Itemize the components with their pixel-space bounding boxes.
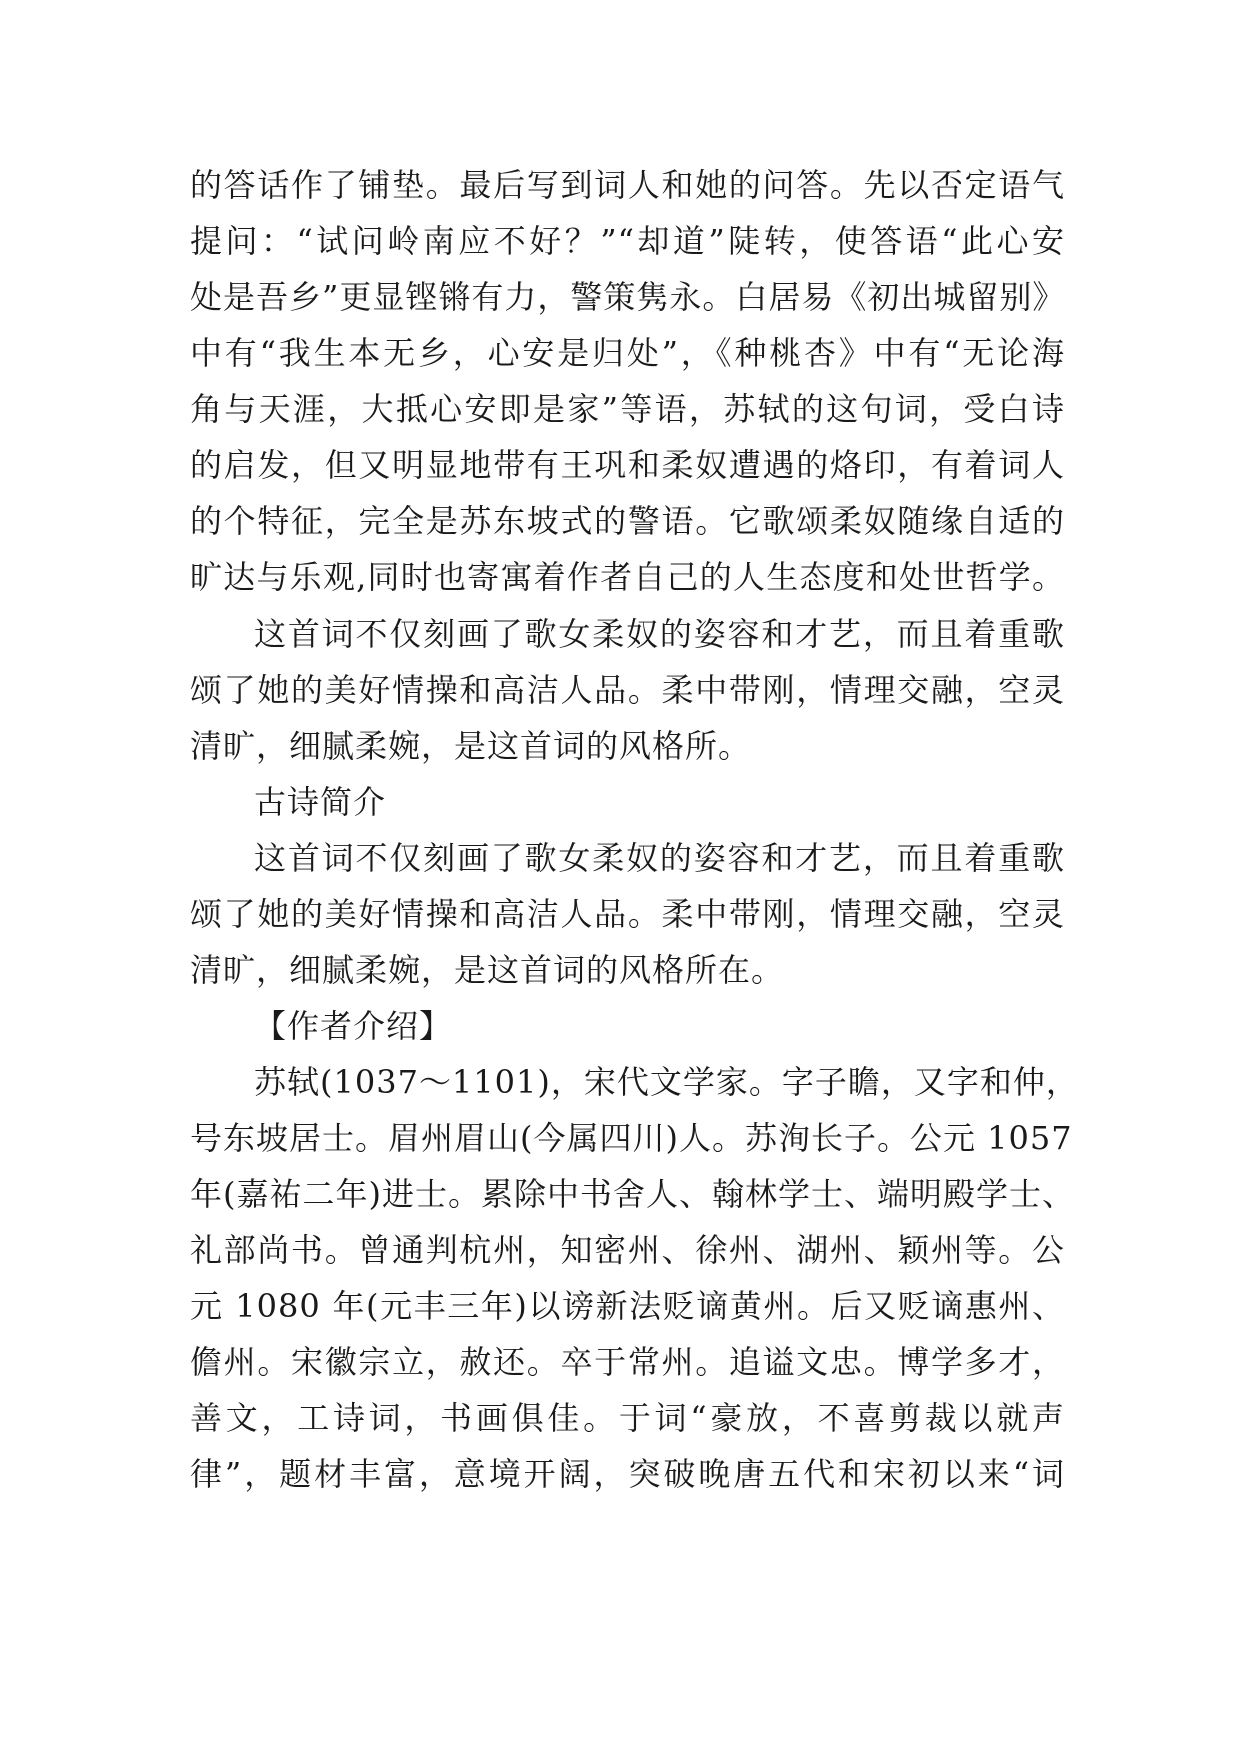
text-line: 的个特征，完全是苏东坡式的警语。它歌颂柔奴随缘自适的	[190, 502, 1065, 540]
text-line: 处是吾乡”更显铿锵有力，警策隽永。白居易《初出城留别》	[190, 278, 1066, 316]
text-line: 年(嘉祐二年)进士。累除中书舍人、翰林学士、端明殿学士、	[190, 1175, 1075, 1213]
text-line: 角与天涯，大抵心安即是家”等语，苏轼的这句词，受白诗	[190, 390, 1065, 428]
text-line: 礼部尚书。曾通判杭州，知密州、徐州、湖州、颖州等。公	[190, 1231, 1065, 1269]
paragraph-first-line: 这首词不仅刻画了歌女柔奴的姿容和才艺，而且着重歌	[254, 615, 1065, 653]
paragraph-first-line: 苏轼(1037～1101)，宋代文学家。字子瞻，又字和仲，	[254, 1063, 1079, 1101]
text-line: 提问：“试问岭南应不好？”“却道”陡转，使答语“此心安	[190, 222, 1065, 260]
section-heading: 古诗简介	[254, 783, 387, 821]
text-line: 的启发，但又明显地带有王巩和柔奴遭遇的烙印，有着词人	[190, 446, 1065, 484]
paragraph-first-line: 这首词不仅刻画了歌女柔奴的姿容和才艺，而且着重歌	[254, 839, 1065, 877]
text-line: 中有“我生本无乡，心安是归处”，《种桃杏》中有“无论海	[190, 334, 1065, 372]
text-line: 清旷，细腻柔婉，是这首词的风格所在。	[190, 951, 785, 989]
text-line: 清旷，细腻柔婉，是这首词的风格所。	[190, 727, 752, 765]
text-line: 旷达与乐观,同时也寄寓着作者自己的人生态度和处世哲学。	[190, 558, 1065, 596]
text-line: 号东坡居士。眉州眉山(今属四川)人。苏洵长子。公元 1057	[190, 1119, 1073, 1157]
text-line: 颂了她的美好情操和高洁人品。柔中带刚，情理交融，空灵	[190, 671, 1065, 709]
author-heading: 【作者介绍】	[254, 1007, 453, 1045]
text-line: 元 1080 年(元丰三年)以谤新法贬谪黄州。后又贬谪惠州、	[190, 1287, 1065, 1325]
text-line: 律”，题材丰富，意境开阔，突破晚唐五代和宋初以来“词	[190, 1455, 1065, 1493]
text-line: 颂了她的美好情操和高洁人品。柔中带刚，情理交融，空灵	[190, 895, 1065, 933]
text-line: 的答话作了铺垫。最后写到词人和她的问答。先以否定语气	[190, 166, 1065, 204]
text-line: 善文，工诗词，书画俱佳。于词“豪放，不喜剪裁以就声	[190, 1399, 1065, 1437]
text-line: 儋州。宋徽宗立，赦还。卒于常州。追谥文忠。博学多才，	[190, 1343, 1065, 1381]
